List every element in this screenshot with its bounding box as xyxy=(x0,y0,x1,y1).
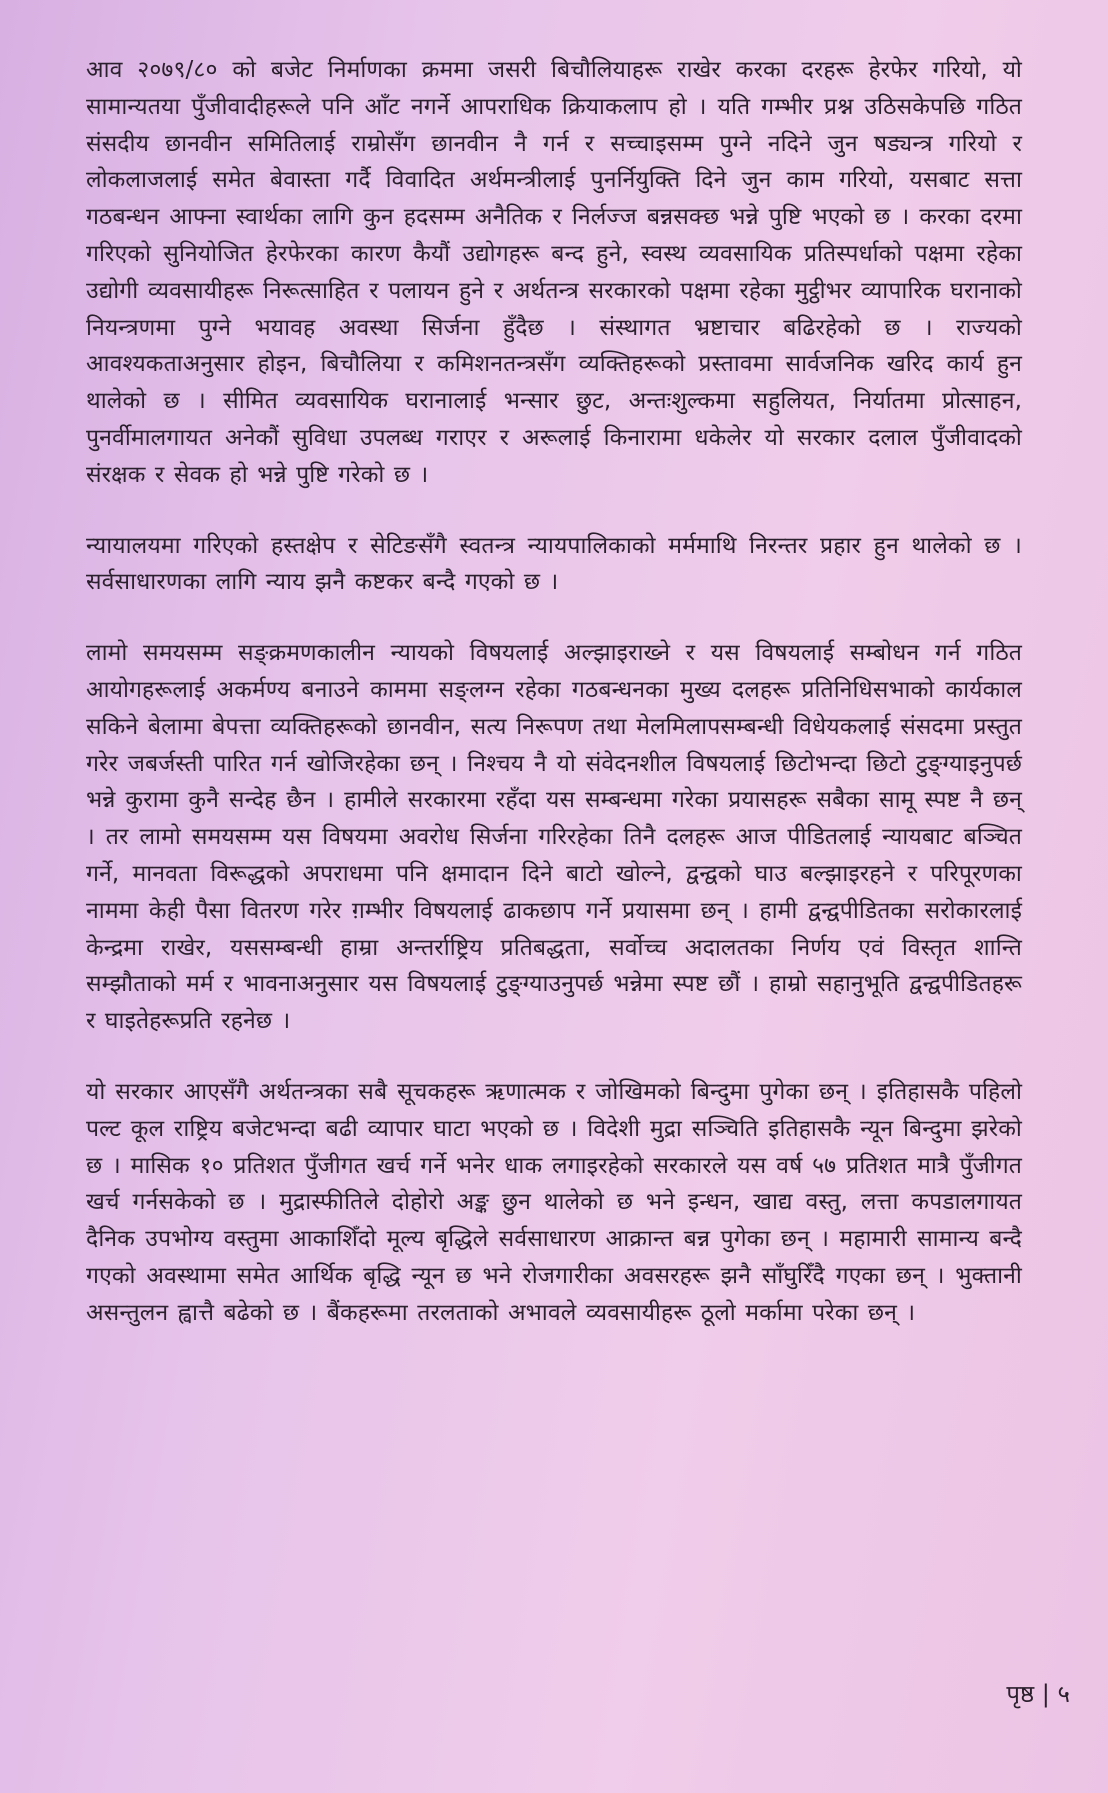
paragraph-economy: यो सरकार आएसँगै अर्थतन्त्रका सबै सूचकहरू ऋणात्मक र जोखिमको बिन्दुमा पुगेका छन् । इतिहासकै पहिलो पल्ट कूल राष्ट्रिय बजेटभन्दा बढी व्यापार घाटा भएको छ । विदेशी मुद्रा सञ्चिति इतिहासकै न्यून बिन्दुमा झरेको छ । मासिक १० प्रतिशत पुँजीगत खर्च गर्ने भनेर धाक लगाइरहेको सरकारले यस वर्ष ५७ प्रतिशत मात्रै पुँजीगत खर्च गर्नसकेको छ । मुद्रास्फीतिले दोहोरो अङ्क छुन थालेको छ भने इन्धन, खाद्य वस्तु, लत्ता कपडालगायत दैनिक उपभोग्य वस्तुमा आकाशिँदो मूल्य बृद्धिले सर्वसाधारण आक्रान्त बन्न पुगेका छन् । महामारी सामान्य बन्दै गएको अवस्थामा समेत आर्थिक बृद्धि न्यून छ भने रोजगारीका अवसरहरू झनै साँघुरिँदै गएका छन् । भुक्तानी असन्तुलन ह्वात्तै बढेको छ । बैंकहरूमा तरलताको अभावले व्यवसायीहरू ठूलो मर्कामा परेका छन् । xyxy=(86,1078,1022,1326)
document-body xyxy=(86,52,1022,1366)
page-number: पृष्ठ | ५ xyxy=(1006,1680,1070,1708)
paragraph-budget: आव २०७९/८० को बजेट निर्माणका क्रममा जसरी बिचौलियाहरू राखेर करका दरहरू हेरफेर गरियो, यो सामान्यतया पुँजीवादीहरूले पनि आँट नगर्ने आपराधिक क्रियाकलाप हो । यति गम्भीर प्रश्न उठिसकेपछि गठित संसदीय छानवीन समितिलाई राम्रोसँग छानवीन नै गर्न र सच्चाइसम्म पुग्ने नदिने जुन षड्यन्त्र गरियो र लोकलाजलाई समेत बेवास्ता गर्दै विवादित अर्थमन्त्रीलाई पुनर्नियुक्ति दिने जुन काम गरियो, यसबाट सत्ता गठबन्धन आफ्ना स्वार्थका लागि कुन हदसम्म अनैतिक र निर्लज्ज बन्नसक्छ भन्ने पुष्टि भएको छ । करका दरमा गरिएको सुनियोजित हेरफेरका कारण कैयौं उद्योगहरू बन्द हुने, स्वस्थ व्यवसायिक प्रतिस्पर्धाको पक्षमा रहेका उद्योगी व्यवसायीहरू निरूत्साहित र पलायन हुने र अर्थतन्त्र सरकारको पक्षमा रहेका मुट्ठीभर व्यापारिक घरानाको नियन्त्रणमा पुग्ने भयावह अवस्था सिर्जना हुँदैछ । संस्थागत भ्रष्टाचार बढिरहेको छ । राज्यको आवश्यकताअनुसार होइन, बिचौलिया र कमिशनतन्त्रसँग व्यक्तिहरूको प्रस्तावमा सार्वजनिक खरिद कार्य हुन थालेको छ । सीमित व्यवसायिक घरानालाई भन्सार छुट, अन्तःशुल्कमा सहुलियत, निर्यातमा प्रोत्साहन, पुनर्वीमालगायत अनेकौं सुविधा उपलब्ध गराएर र अरूलाई किनारामा धकेलेर यो सरकार दलाल पुँजीवादको संरक्षक र सेवक हो भन्ने पुष्टि गरेको छ । xyxy=(86,57,1022,488)
paragraph-judiciary: न्यायालयमा गरिएको हस्तक्षेप र सेटिङसँगै स्वतन्त्र न्यायपालिकाको मर्ममाथि निरन्तर प्रहार हुन थालेको छ । सर्वसाधारणका लागि न्याय झनै कष्टकर बन्दै गएको छ । xyxy=(86,532,1022,596)
paragraph-transitional-justice: लामो समयसम्म सङ्क्रमणकालीन न्यायको विषयलाई अल्झाइराख्ने र यस विषयलाई सम्बोधन गर्न गठित आयोगहरूलाई अकर्मण्य बनाउने काममा सङ्लग्न रहेका गठबन्धनका मुख्य दलहरू प्रतिनिधिसभाको कार्यकाल सकिने बेलामा बेपत्ता व्यक्तिहरूको छानवीन, सत्य निरूपण तथा मेलमिलापसम्बन्धी विधेयकलाई संसदमा प्रस्तुत गरेर जबर्जस्ती पारित गर्न खोजिरहेका छन् । निश्चय नै यो संवेदनशील विषयलाई छिटोभन्दा छिटो टुङ्ग्याइनुपर्छ भन्ने कुरामा कुनै सन्देह छैन । हामीले सरकारमा रहँदा यस सम्बन्धमा गरेका प्रयासहरू सबैका सामू स्पष्ट नै छन् । तर लामो समयसम्म यस विषयमा अवरोध सिर्जना गरिरहेका तिनै दलहरू आज पीडितलाई न्यायबाट बञ्चित गर्ने, मानवता विरूद्धको अपराधमा पनि क्षमादान दिने बाटो खोल्ने, द्वन्द्वको घाउ बल्झाइरहने र परिपूरणका नाममा केही पैसा वितरण गरेर ग़म्भीर विषयलाई ढाकछाप गर्ने प्रयासमा छन् । हामी द्वन्द्वपीडितका सरोकारलाई केन्द्रमा राखेर, यससम्बन्धी हाम्रा अन्तर्राष्ट्रिय प्रतिबद्धता, सर्वोच्च अदालतका निर्णय एवं विस्तृत शान्ति सम्झौताको मर्म र भावनाअनुसार यस विषयलाई टुङ्ग्याउनुपर्छ भन्नेमा स्पष्ट छौं । हाम्रो सहानुभूति द्वन्द्वपीडितहरू र घाइतेहरूप्रति रहनेछ । xyxy=(86,640,1022,1035)
